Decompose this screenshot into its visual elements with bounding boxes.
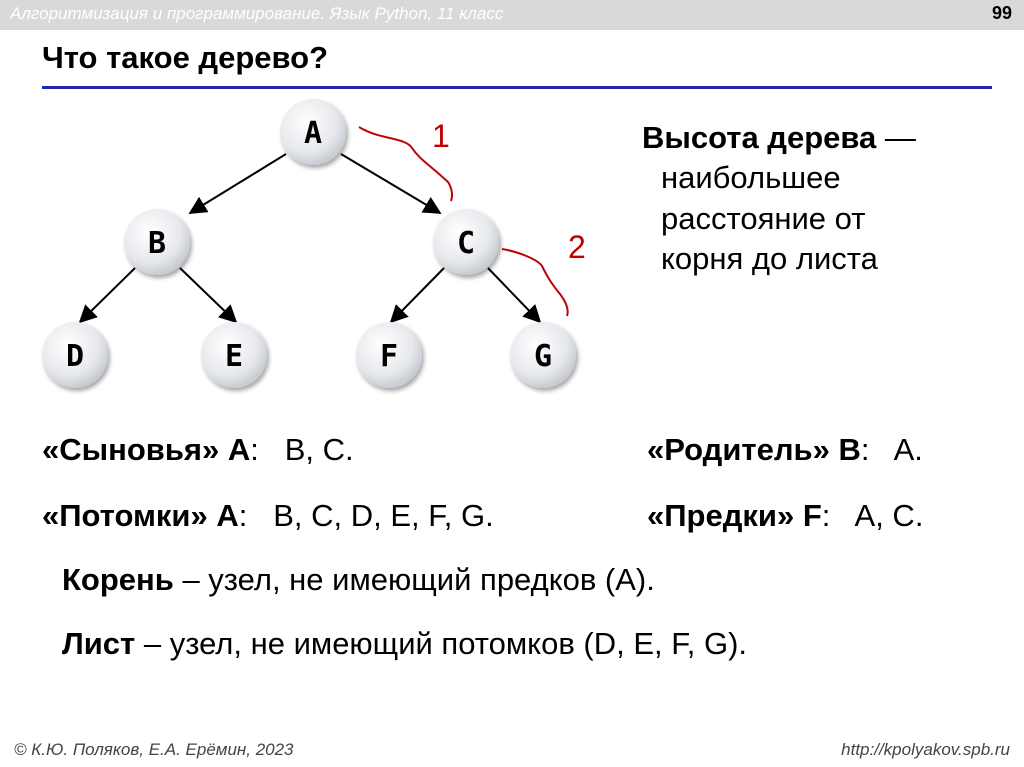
sons-value: B, C. — [284, 432, 354, 467]
height-line-1: наибольшее — [661, 160, 841, 196]
height-term: Высота дерева — [642, 120, 877, 155]
ancestors-row — [647, 498, 923, 534]
parent-row — [647, 432, 923, 468]
descendants-label: «Потомки» — [42, 498, 208, 533]
node-label-g: G — [533, 339, 553, 374]
descendants-value: B, C, D, E, F, G. — [273, 498, 494, 533]
sons-node: A — [227, 432, 251, 467]
leaf-term: Лист — [62, 626, 136, 661]
tree-node-c — [433, 209, 499, 275]
level-1-label: 1 — [432, 118, 450, 154]
edge-a-b — [190, 154, 286, 213]
level-2-label: 2 — [568, 229, 586, 265]
root-row — [62, 562, 655, 598]
height-line-2: расстояние от — [661, 200, 866, 236]
height-definition — [642, 118, 916, 279]
ancestors-colon: : — [821, 498, 831, 533]
descendants-node: A — [216, 498, 239, 533]
height-dash: — — [876, 120, 916, 155]
ancestors-value: A, C. — [854, 498, 924, 533]
parent-colon: : — [860, 432, 870, 467]
descendants-row — [42, 498, 494, 534]
ancestors-label: «Предки» — [647, 498, 795, 533]
edge-b-d — [80, 268, 135, 322]
edge-b-e — [180, 268, 236, 322]
footer-url[interactable]: http://kpolyakov.spb.ru — [841, 740, 1010, 759]
node-label-b: B — [147, 226, 167, 261]
parent-value: A. — [893, 432, 923, 467]
leaf-text: – узел, не имеющий потомков (D, E, F, G). — [135, 626, 748, 661]
sons-label: «Сыновья» — [42, 432, 220, 467]
root-term: Корень — [62, 562, 174, 597]
root-text: – узел, не имеющий предков (A). — [173, 562, 655, 597]
node-label-e: E — [224, 339, 244, 374]
height-line-3: корня до листа — [661, 240, 878, 276]
tree-node-e — [201, 322, 267, 388]
sons-row — [42, 432, 354, 468]
tree-node-g — [510, 322, 576, 388]
sons-colon: : — [250, 432, 259, 467]
node-label-a: A — [303, 116, 323, 151]
edge-c-g — [488, 268, 540, 322]
level-2-brace — [502, 249, 568, 316]
parent-node: B — [838, 432, 861, 467]
tree-node-d — [42, 322, 108, 388]
tree-node-f — [356, 322, 422, 388]
page-number: 99 — [991, 3, 1012, 23]
course-title: Алгоритмизация и программирование. Язык Python, 11 класс — [10, 4, 504, 23]
edge-c-f — [391, 268, 444, 322]
descendants-colon: : — [238, 498, 248, 533]
leaf-row — [62, 626, 747, 662]
node-label-d: D — [65, 339, 85, 374]
node-label-f: F — [379, 339, 399, 374]
parent-label: «Родитель» — [647, 432, 830, 467]
ancestors-node: F — [802, 498, 822, 533]
tree-node-b — [124, 209, 190, 275]
slide-title: Что такое дерево? — [42, 40, 329, 75]
node-label-c: C — [456, 226, 476, 261]
tree-node-a — [280, 99, 346, 165]
footer-authors: © К.Ю. Поляков, Е.А. Ерёмин, 2023 — [14, 740, 294, 759]
